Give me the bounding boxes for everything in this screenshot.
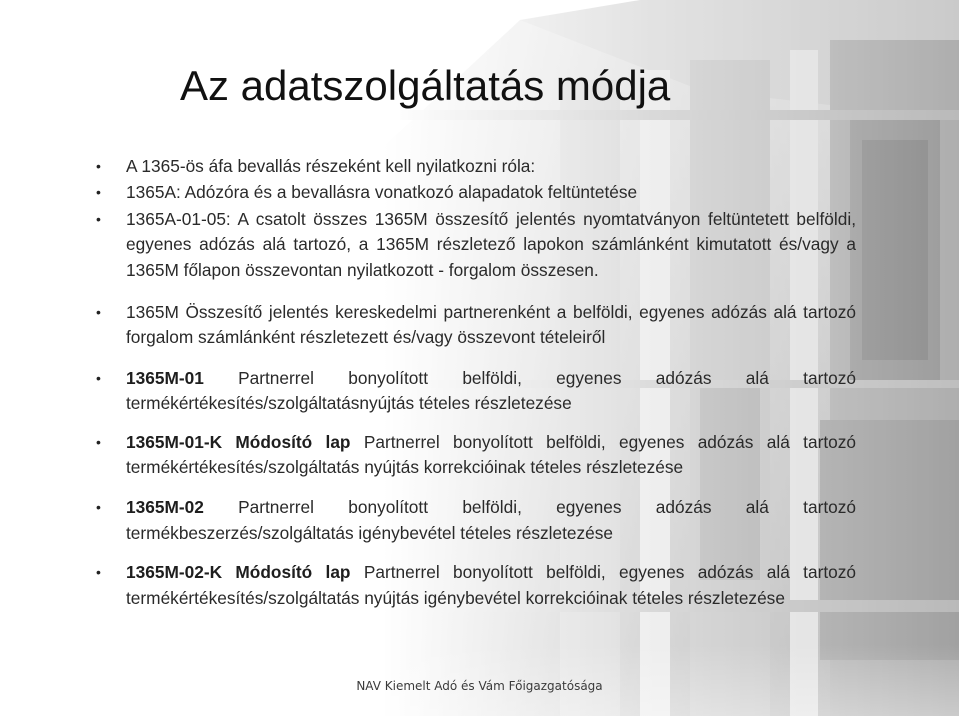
bullet-item — [84, 180, 856, 205]
bullet-item — [84, 300, 856, 351]
bullet-text: Partnerrel bonyolított belföldi, egyenes adózás alá tartozó termékértékesítés/szolgáltatás nyújtás igénybevétel korrekcióinak tételes részletezése — [126, 562, 856, 608]
form-code: 1365M-02-K Módosító lap — [126, 562, 351, 583]
bullet-marker: • — [96, 433, 101, 450]
footer-organization: NAV Kiemelt Adó és Vám Főigazgatósága — [356, 679, 603, 693]
bullet-text: Partnerrel bonyolított belföldi, egyenes adózás alá tartozó termékértékesítés/szolgáltatás nyújtás korrekcióinak tételes részletezése — [126, 431, 856, 478]
bullet-item — [84, 495, 856, 546]
bullet-text: 1365A-01-05: A csatolt összes 1365M összesítő jelentés nyomtatványon feltüntetett belföldi, egyenes adózás alá tartozó, a 1365M részletező lapokon számlánként kimutatott és/vagy a 1365M főlapon összevontan nyilatkozott - forgalom összesen. — [126, 208, 856, 280]
form-code: 1365M-01-K Módosító lap — [126, 431, 351, 452]
form-code: 1365M-01 — [126, 367, 204, 388]
bullet-text: Partnerrel bonyolított belföldi, egyenes adózás alá tartozó termékbeszerzés/szolgáltatás igénybevétel tételes részletezése — [126, 497, 856, 543]
bullet-marker: • — [96, 184, 101, 201]
bullet-item — [84, 366, 856, 417]
form-code: 1365M-02 — [126, 497, 204, 518]
bullet-text: 1365M Összesítő jelentés kereskedelmi partnerenként a belföldi, egyenes adózás alá tartozó forgalom számlánként részletezett és/vagy összevont tételeiről — [126, 302, 856, 348]
bullet-marker: • — [96, 158, 101, 174]
bullet-item — [84, 560, 856, 611]
bullet-marker: • — [96, 210, 101, 227]
bullet-item — [84, 207, 856, 283]
bullet-marker: • — [96, 499, 101, 516]
bullet-text: 1365A: Adózóra és a bevallásra vonatkozó alapadatok feltüntetése — [126, 182, 638, 203]
bullet-text: A 1365-ös áfa bevallás részeként kell nyilatkozni róla: — [126, 156, 536, 176]
bullet-list — [84, 154, 856, 611]
bullet-text: Partnerrel bonyolított belföldi, egyenes adózás alá tartozó termékértékesítés/szolgáltatásnyújtás tételes részletezése — [126, 367, 856, 414]
bullet-item — [84, 430, 856, 481]
bullet-item — [84, 154, 856, 179]
slide-title: Az adatszolgáltatás módja — [180, 62, 671, 109]
bullet-marker: • — [96, 369, 101, 386]
bullet-marker: • — [96, 564, 101, 581]
bullet-marker: • — [96, 304, 101, 321]
